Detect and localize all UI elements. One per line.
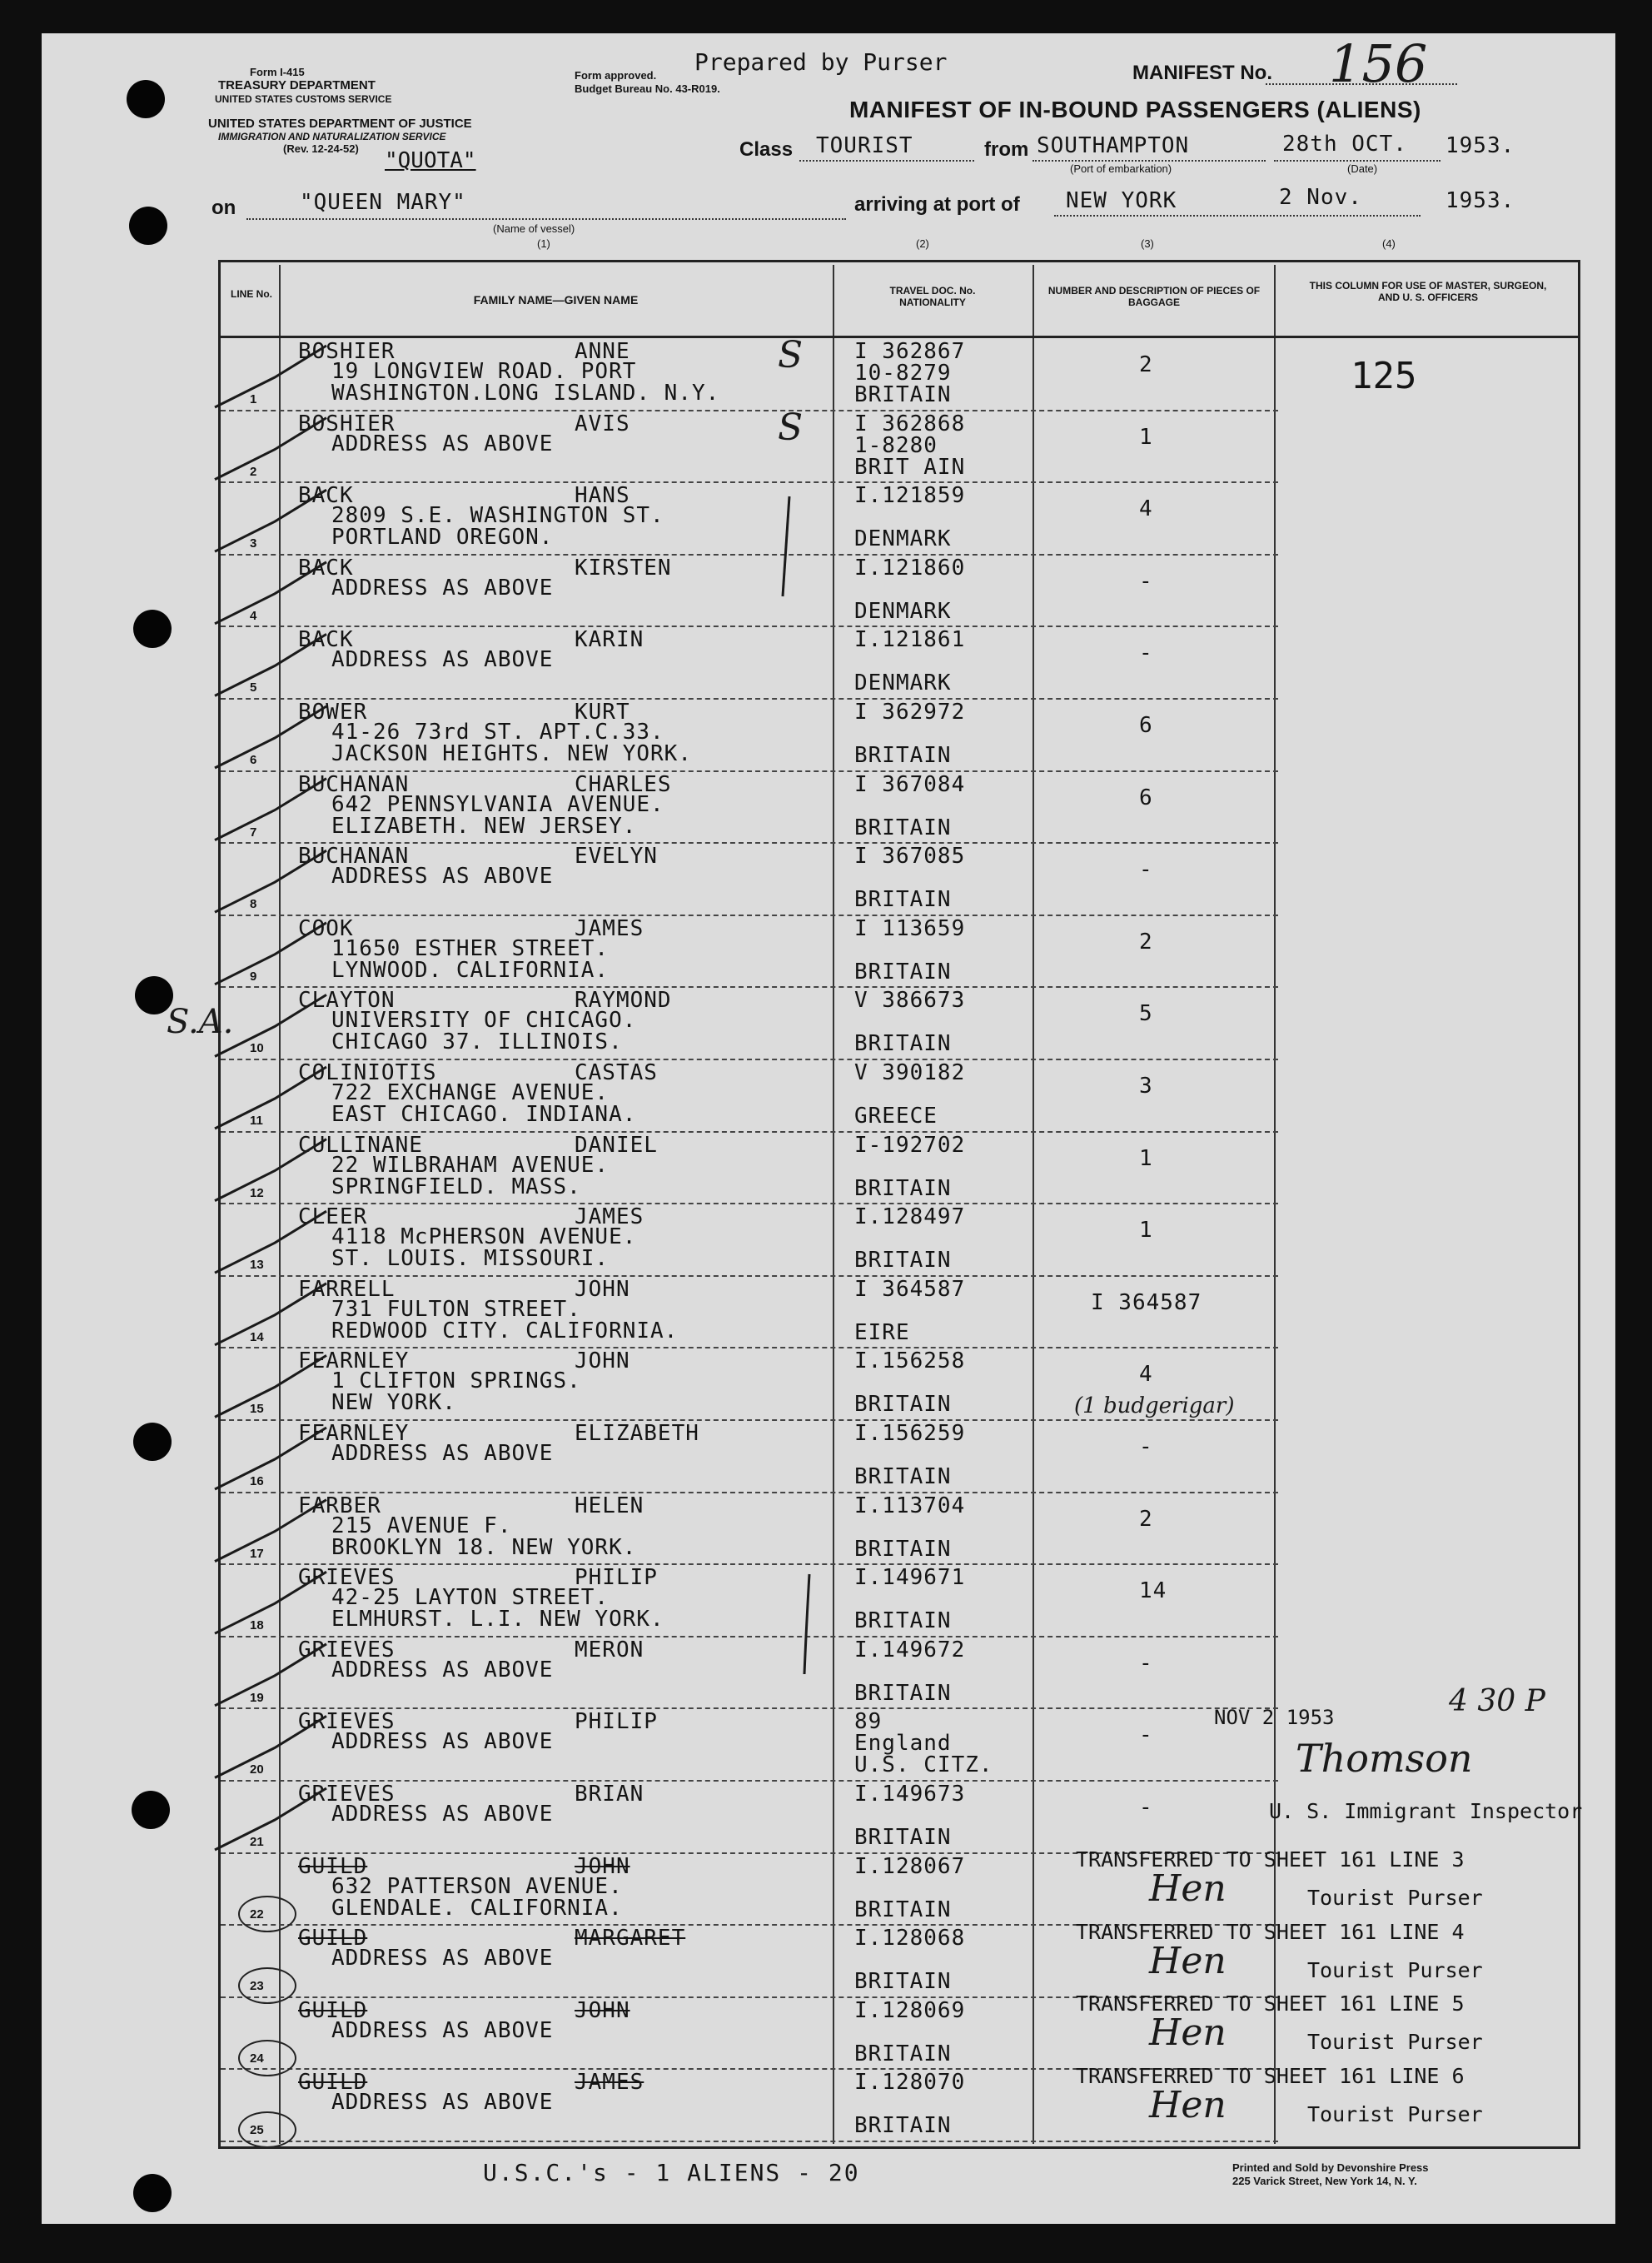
address-line-1: 11650 ESTHER STREET. <box>331 935 610 961</box>
nationality: BRITAIN <box>854 1825 952 1850</box>
passenger-summary: U.S.C.'s - 1 ALIENS - 20 <box>483 2159 860 2186</box>
vessel-caption: (Name of vessel) <box>493 222 575 235</box>
inspection-time: 4 30 P <box>1449 1684 1545 1718</box>
check-mark: S <box>778 334 804 376</box>
column-header-baggage: NUMBER AND DESCRIPTION OF PIECES OF BAGGAGE <box>1047 285 1261 308</box>
address-line-2: LYNWOOD. CALIFORNIA. <box>331 957 610 983</box>
line-number: 16 <box>250 1474 264 1488</box>
family-name: GRIEVES <box>298 1709 396 1735</box>
column-header-line: LINE No. <box>231 288 272 300</box>
nationality: BRITAIN <box>854 1536 952 1562</box>
given-name: PHILIP <box>575 1709 658 1735</box>
printer-line-1: Printed and Sold by Devonshire Press <box>1232 2161 1429 2174</box>
arrival-port: NEW YORK <box>1066 188 1177 213</box>
printer-line-2: 225 Varick Street, New York 14, N. Y. <box>1232 2175 1417 2187</box>
nationality: DENMARK <box>854 598 952 624</box>
travel-doc-number: I.156258 <box>854 1348 966 1374</box>
check-stroke <box>215 1139 326 1201</box>
address-line-1: 731 FULTON STREET. <box>331 1296 581 1322</box>
address-line-1: 41-26 73rd ST. APT.C.33. <box>331 720 664 745</box>
travel-doc-note: England <box>854 1731 952 1757</box>
nationality: U.S. CITZ. <box>854 1752 993 1778</box>
baggage-count: 2 <box>1139 929 1153 955</box>
nationality: BRITAIN <box>854 1969 952 1995</box>
baggage-count: 4 <box>1139 496 1153 522</box>
line-number: 7 <box>250 825 257 840</box>
family-name: FARRELL <box>298 1276 396 1302</box>
nationality: BRITAIN <box>854 959 952 984</box>
purser-role: Tourist Purser <box>1307 2101 1483 2126</box>
purser-initials: Hen <box>1149 1939 1227 1982</box>
family-name: GUILD <box>298 1926 368 1951</box>
given-name: CASTAS <box>575 1060 658 1085</box>
family-name: BACK <box>298 627 354 653</box>
address-line-1: ADDRESS AS ABOVE <box>331 647 554 673</box>
check-stroke <box>215 1716 326 1777</box>
travel-doc-number: I.113704 <box>854 1493 966 1518</box>
baggage-count: 2 <box>1139 352 1153 377</box>
family-name: GUILD <box>298 1997 368 2023</box>
travel-doc-note: 1-8280 <box>854 432 938 458</box>
from-label: from <box>984 138 1029 161</box>
given-name: HANS <box>575 483 630 509</box>
nationality: BRITAIN <box>854 382 952 407</box>
line-number: 4 <box>250 608 257 623</box>
nationality: DENMARK <box>854 670 952 696</box>
given-name: PHILIP <box>575 1565 658 1591</box>
given-name: MARGARET <box>575 1926 686 1951</box>
address-line-2: NEW YORK. <box>331 1390 456 1416</box>
line-number: 1 <box>250 392 257 406</box>
address-line-1: ADDRESS AS ABOVE <box>331 431 554 456</box>
purser-role: Tourist Purser <box>1307 1886 1483 1910</box>
inspection-date-stamp: NOV 2 1953 <box>1214 1706 1335 1729</box>
arrival-date: 2 Nov. <box>1279 185 1362 210</box>
line-number: 5 <box>250 680 257 695</box>
given-name: CHARLES <box>575 771 672 797</box>
nationality: BRITAIN <box>854 1680 952 1706</box>
nationality: GREECE <box>854 1104 938 1129</box>
column-2-index: (2) <box>916 237 929 250</box>
address-line-1: ADDRESS AS ABOVE <box>331 2090 554 2116</box>
transfer-line: TRANSFERRED TO SHEET 161 LINE 3 <box>1076 1847 1465 1872</box>
given-name: EVELYN <box>575 844 658 870</box>
travel-doc-number: I.121859 <box>854 483 966 509</box>
baggage-count: 2 <box>1139 1506 1153 1532</box>
family-name: FEARNLEY <box>298 1421 410 1446</box>
check-stroke <box>215 1284 326 1345</box>
address-line-1: 642 PENNSYLVANIA AVENUE. <box>331 791 664 817</box>
family-name: FEARNLEY <box>298 1348 410 1374</box>
given-name: KIRSTEN <box>575 555 672 581</box>
prepared-by-purser: Prepared by Purser <box>694 48 948 76</box>
travel-doc-number: 89 <box>854 1709 883 1735</box>
baggage-count: - <box>1139 641 1153 666</box>
line-number: 11 <box>250 1114 263 1128</box>
given-name: JOHN <box>575 1276 630 1302</box>
baggage-count: 6 <box>1139 785 1153 810</box>
column-4-index: (4) <box>1382 237 1396 250</box>
baggage-count: - <box>1139 1434 1153 1459</box>
line-number: 10 <box>250 1041 264 1056</box>
column-3-index: (3) <box>1141 237 1154 250</box>
travel-doc-number: I.149673 <box>854 1782 966 1807</box>
travel-doc-number: I 362972 <box>854 700 966 725</box>
arriving-label: arriving at port of <box>854 193 1020 216</box>
baggage-count: 5 <box>1139 1001 1153 1027</box>
travel-doc-number: I.128067 <box>854 1853 966 1879</box>
travel-doc-number: I.128069 <box>854 1997 966 2023</box>
address-line-1: 2809 S.E. WASHINGTON ST. <box>331 503 664 529</box>
purser-role: Tourist Purser <box>1307 1957 1483 1982</box>
manifest-title: MANIFEST OF IN-BOUND PASSENGERS (ALIENS) <box>849 97 1421 122</box>
form-number: Form I-415 <box>250 66 305 78</box>
address-line-2: GLENDALE. CALIFORNIA. <box>331 1895 623 1921</box>
inspector-title: U. S. Immigrant Inspector <box>1269 1799 1583 1823</box>
address-line-1: ADDRESS AS ABOVE <box>331 1729 554 1755</box>
baggage-count: - <box>1139 1722 1153 1748</box>
address-line-2: CHICAGO 37. ILLINOIS. <box>331 1029 623 1055</box>
given-name: HELEN <box>575 1493 644 1518</box>
line-number: 20 <box>250 1762 264 1777</box>
given-name: DANIEL <box>575 1132 658 1158</box>
nationality: BRITAIN <box>854 2041 952 2066</box>
family-name: GUILD <box>298 1853 368 1879</box>
address-line-1: 215 AVENUE F. <box>331 1513 512 1538</box>
embarkation-caption: (Port of embarkation) <box>1070 162 1172 175</box>
travel-doc-note: 10-8279 <box>854 361 952 386</box>
line-number: 14 <box>250 1329 264 1344</box>
column-header-officers: THIS COLUMN FOR USE OF MASTER, SURGEON, AND U. S. OFFICERS <box>1309 280 1547 303</box>
line-number: 8 <box>250 897 257 912</box>
given-name: KURT <box>575 700 630 725</box>
address-line-2: REDWOOD CITY. CALIFORNIA. <box>331 1318 679 1343</box>
address-line-1: ADDRESS AS ABOVE <box>331 1946 554 1971</box>
purser-role: Tourist Purser <box>1307 2030 1483 2055</box>
travel-doc-number: I-192702 <box>854 1132 966 1158</box>
address-line-1: 1 CLIFTON SPRINGS. <box>331 1368 581 1394</box>
inspector-signature: Thomson <box>1296 1736 1473 1781</box>
check-stroke <box>215 779 326 840</box>
baggage-count: I 364587 <box>1091 1289 1202 1315</box>
check-stroke <box>215 634 326 695</box>
purser-initials: Hen <box>1149 2083 1227 2126</box>
purser-initials: Hen <box>1149 1867 1227 1910</box>
address-line-1: ADDRESS AS ABOVE <box>331 1657 554 1682</box>
manifest-number-label: MANIFEST No. <box>1132 62 1272 84</box>
line-number: 18 <box>250 1618 264 1633</box>
nationality: BRITAIN <box>854 815 952 840</box>
family-name: CLAYTON <box>298 988 396 1014</box>
travel-doc-number: I 367085 <box>854 844 966 870</box>
travel-doc-number: I.149672 <box>854 1637 966 1662</box>
column-header-name: FAMILY NAME—GIVEN NAME <box>473 293 639 307</box>
address-line-1: UNIVERSITY OF CHICAGO. <box>331 1008 637 1034</box>
travel-doc-number: I 362868 <box>854 411 966 436</box>
check-stroke <box>215 1644 326 1706</box>
family-name: FARBER <box>298 1493 381 1518</box>
family-name: GUILD <box>298 2070 368 2096</box>
nationality: BRITAIN <box>854 743 952 768</box>
travel-doc-number: V 386673 <box>854 988 966 1014</box>
customs-service: UNITED STATES CUSTOMS SERVICE <box>215 93 392 105</box>
baggage-count: 6 <box>1139 713 1153 738</box>
check-stroke <box>215 1428 326 1489</box>
address-line-1: ADDRESS AS ABOVE <box>331 1802 554 1827</box>
nationality: EIRE <box>854 1319 910 1345</box>
address-line-2: ELMHURST. L.I. NEW YORK. <box>331 1607 664 1632</box>
given-name: JOHN <box>575 1853 630 1879</box>
baggage-count: - <box>1139 1650 1153 1676</box>
check-stroke <box>215 562 326 624</box>
address-line-2: EAST CHICAGO. INDIANA. <box>331 1102 637 1127</box>
nationality: BRITAIN <box>854 887 952 913</box>
check-stroke <box>215 346 326 407</box>
embarkation-year: 1953. <box>1446 133 1515 158</box>
nationality: BRITAIN <box>854 1392 952 1418</box>
check-stroke <box>215 1788 326 1850</box>
family-name: CULLINANE <box>298 1132 423 1158</box>
travel-doc-number: I 367084 <box>854 771 966 797</box>
travel-doc-number: I 362867 <box>854 339 966 364</box>
address-line-2: JACKSON HEIGHTS. NEW YORK. <box>331 741 692 766</box>
family-name: BOSHIER <box>298 411 396 436</box>
address-line-2: ELIZABETH. NEW JERSEY. <box>331 813 637 839</box>
quota-label: "QUOTA" <box>385 148 476 173</box>
address-line-2: ST. LOUIS. MISSOURI. <box>331 1246 610 1272</box>
date-caption: (Date) <box>1347 162 1378 175</box>
travel-doc-number: I.121861 <box>854 627 966 653</box>
family-name: BACK <box>298 555 354 581</box>
given-name: BRIAN <box>575 1782 644 1807</box>
baggage-count: 4 <box>1139 1362 1153 1388</box>
nationality: BRITAIN <box>854 1464 952 1489</box>
family-name: BUCHANAN <box>298 771 410 797</box>
given-name: ELIZABETH <box>575 1421 699 1446</box>
vessel-name: "QUEEN MARY" <box>300 190 466 215</box>
family-name: CLEER <box>298 1204 368 1230</box>
line-number: 3 <box>250 536 257 551</box>
address-line-1: 19 LONGVIEW ROAD. PORT <box>331 359 637 384</box>
baggage-count: 3 <box>1139 1074 1153 1099</box>
baggage-count: - <box>1139 568 1153 594</box>
family-name: GRIEVES <box>298 1637 396 1662</box>
line-number: 24 <box>250 2051 264 2066</box>
check-stroke <box>215 418 326 480</box>
given-name: JOHN <box>575 1997 630 2023</box>
given-name: JAMES <box>575 1204 644 1230</box>
address-line-1: 632 PATTERSON AVENUE. <box>331 1873 623 1899</box>
line-number: 15 <box>250 1402 264 1417</box>
given-name: KARIN <box>575 627 644 653</box>
line-number: 9 <box>250 969 257 984</box>
family-name: GRIEVES <box>298 1565 396 1591</box>
manifest-number: 156 <box>1329 33 1428 94</box>
margin-note: S.A. <box>167 1003 234 1041</box>
travel-doc-number: I 113659 <box>854 915 966 941</box>
baggage-count: 1 <box>1139 1218 1153 1244</box>
embarkation-date: 28th OCT. <box>1282 132 1407 157</box>
baggage-count: 1 <box>1139 424 1153 450</box>
line-number: 6 <box>250 753 257 767</box>
officer-count: 125 <box>1351 355 1417 397</box>
travel-doc-number: V 390182 <box>854 1060 966 1085</box>
check-stroke <box>215 994 326 1056</box>
given-name: MERON <box>575 1637 644 1662</box>
nationality: BRITAIN <box>854 1031 952 1057</box>
baggage-count: - <box>1139 1795 1153 1820</box>
class-label: Class <box>739 138 794 161</box>
nationality: BRIT AIN <box>854 454 966 480</box>
check-stroke <box>215 1067 326 1129</box>
line-number: 21 <box>250 1835 264 1849</box>
line-number: 22 <box>250 1907 264 1922</box>
check-stroke <box>215 706 326 768</box>
form-revision: (Rev. 12-24-52) <box>283 142 359 155</box>
nationality: BRITAIN <box>854 1175 952 1201</box>
check-stroke <box>215 1500 326 1562</box>
line-number: 2 <box>250 464 257 479</box>
transfer-line: TRANSFERRED TO SHEET 161 LINE 5 <box>1076 1991 1465 2016</box>
family-name: GRIEVES <box>298 1782 396 1807</box>
address-line-2: WASHINGTON.LONG ISLAND. N.Y. <box>331 381 720 406</box>
family-name: BOSHIER <box>298 339 396 364</box>
address-line-1: ADDRESS AS ABOVE <box>331 864 554 890</box>
baggage-count: - <box>1139 857 1153 883</box>
address-line-1: ADDRESS AS ABOVE <box>331 2017 554 2043</box>
line-number: 13 <box>250 1258 264 1273</box>
travel-doc-number: I.156259 <box>854 1421 966 1446</box>
nationality: BRITAIN <box>854 1608 952 1634</box>
budget-bureau: Budget Bureau No. 43-R019. <box>575 82 720 95</box>
check-stroke <box>215 1572 326 1633</box>
baggage-note: (1 budgerigar) <box>1074 1393 1235 1419</box>
transfer-line: TRANSFERRED TO SHEET 161 LINE 6 <box>1076 2063 1465 2088</box>
line-number: 12 <box>250 1185 264 1200</box>
address-line-1: 42-25 LAYTON STREET. <box>331 1585 610 1611</box>
address-line-1: ADDRESS AS ABOVE <box>331 575 554 601</box>
given-name: JAMES <box>575 915 644 941</box>
form-approved: Form approved. <box>575 69 657 82</box>
travel-doc-number: I.128497 <box>854 1204 966 1230</box>
family-name: BUCHANAN <box>298 844 410 870</box>
immigration-service: IMMIGRATION AND NATURALIZATION SERVICE <box>218 131 446 142</box>
address-line-1: 22 WILBRAHAM AVENUE. <box>331 1152 610 1178</box>
address-line-1: ADDRESS AS ABOVE <box>331 1441 554 1466</box>
address-line-1: 722 EXCHANGE AVENUE. <box>331 1080 610 1105</box>
line-number: 23 <box>250 1979 264 1994</box>
travel-doc-number: I.128068 <box>854 1926 966 1951</box>
on-label: on <box>211 197 236 219</box>
travel-doc-number: I 364587 <box>854 1276 966 1302</box>
treasury-department: TREASURY DEPARTMENT <box>218 78 376 92</box>
port-of-embarkation: SOUTHAMPTON <box>1037 133 1190 158</box>
nationality: DENMARK <box>854 526 952 552</box>
class-value: TOURIST <box>816 133 913 158</box>
line-number: 19 <box>250 1690 264 1705</box>
given-name: AVIS <box>575 411 630 436</box>
line-number: 25 <box>250 2123 264 2138</box>
check-mark: S <box>778 406 804 449</box>
check-stroke <box>215 490 326 551</box>
check-stroke <box>215 850 326 912</box>
check-stroke <box>215 923 326 984</box>
family-name: BACK <box>298 483 354 509</box>
given-name: JAMES <box>575 2070 644 2096</box>
address-line-2: SPRINGFIELD. MASS. <box>331 1174 581 1199</box>
check-stroke <box>215 1211 326 1273</box>
nationality: BRITAIN <box>854 2113 952 2139</box>
line-number: 17 <box>250 1546 264 1561</box>
family-name: COLINIOTIS <box>298 1060 437 1085</box>
given-name: ANNE <box>575 339 630 364</box>
address-line-1: 4118 McPHERSON AVENUE. <box>331 1224 637 1250</box>
column-1-index: (1) <box>537 237 550 250</box>
transfer-line: TRANSFERRED TO SHEET 161 LINE 4 <box>1076 1919 1465 1944</box>
purser-initials: Hen <box>1149 2011 1227 2055</box>
baggage-count: 14 <box>1139 1578 1167 1604</box>
family-name: BOWER <box>298 700 368 725</box>
given-name: RAYMOND <box>575 988 672 1014</box>
nationality: BRITAIN <box>854 1248 952 1274</box>
address-line-2: BROOKLYN 18. NEW YORK. <box>331 1534 637 1560</box>
travel-doc-number: I.149671 <box>854 1565 966 1591</box>
column-header-travel-doc: TRAVEL DOC. No. NATIONALITY <box>889 285 976 308</box>
address-line-2: PORTLAND OREGON. <box>331 525 554 551</box>
baggage-count: 1 <box>1139 1145 1153 1171</box>
travel-doc-number: I.128070 <box>854 2070 966 2096</box>
department-of-justice: UNITED STATES DEPARTMENT OF JUSTICE <box>208 117 472 131</box>
arrival-year: 1953. <box>1446 188 1515 213</box>
family-name: COOK <box>298 915 354 941</box>
nationality: BRITAIN <box>854 1897 952 1922</box>
check-stroke <box>215 1355 326 1417</box>
given-name: JOHN <box>575 1348 630 1374</box>
travel-doc-number: I.121860 <box>854 555 966 581</box>
